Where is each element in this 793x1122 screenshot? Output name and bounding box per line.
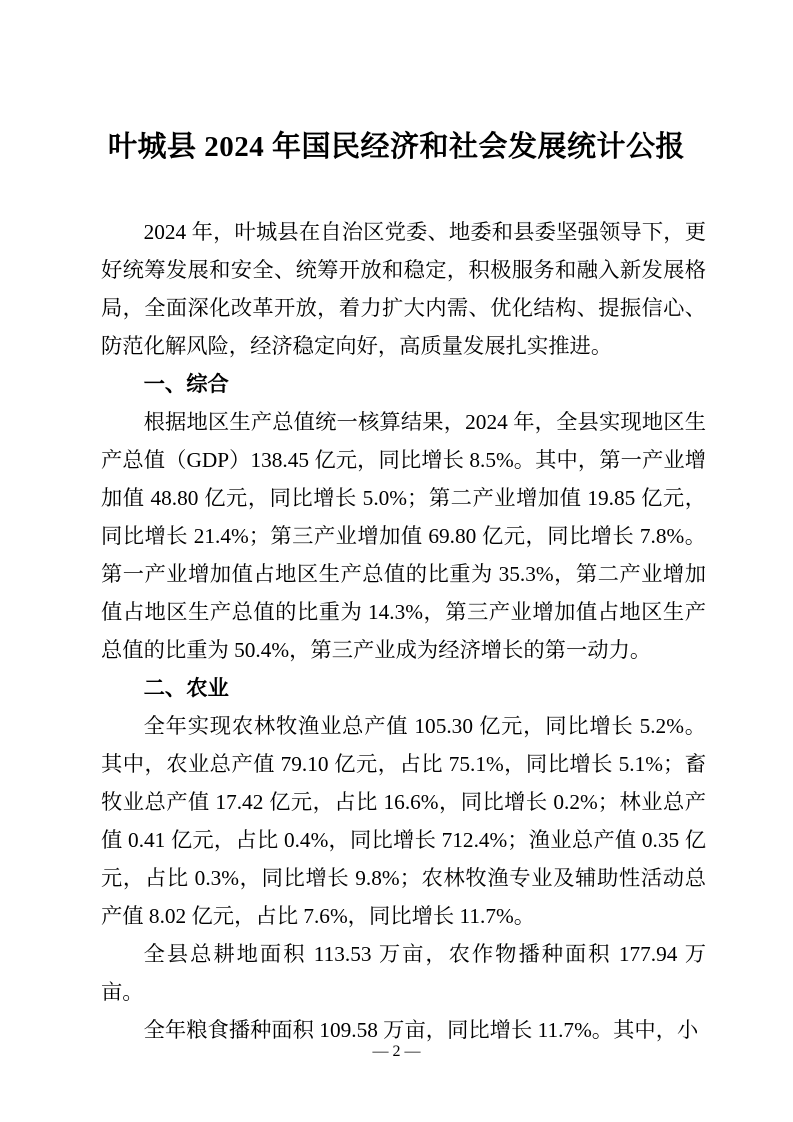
intro-paragraph: 2024 年，叶城县在自治区党委、地委和县委坚强领导下，更好统筹发展和安全、统筹开放和稳定，积极服务和融入新发展格局，全面深化改革开放，着力扩大内需、优化结构、提振信心、防范化解风险，经济稳定向好，高质量发展扎实推进。 <box>101 220 706 358</box>
agriculture-output-paragraph: 全年实现农林牧渔业总产值 105.30 亿元，同比增长 5.2%。其中，农业总产值 79.10 亿元，占比 75.1%，同比增长 5.1%；畜牧业总产值 17.42 亿元，占比 16.6%，同比增长 0.2%；林业总产值 0.41 亿元，占比 0.4%，同比增长 712.4%；渔业总产值 0.35 亿元，占比 0.3%，同比增长 9.8%；农林牧渔专业及辅助性活动总产值 8.02 亿元，占比 7.6%，同比增长 11.7%。 <box>101 714 706 928</box>
document-title: 叶城县 2024 年国民经济和社会发展统计公报 <box>107 131 685 163</box>
section-heading-agriculture: 二、农业 <box>143 676 229 700</box>
page-number: — 2 — <box>372 1043 421 1060</box>
document-body <box>101 213 706 1049</box>
farmland-area-paragraph: 全县总耕地面积 113.53 万亩，农作物播种面积 177.94 万亩。 <box>101 942 706 1004</box>
section-heading-comprehensive: 一、综合 <box>143 372 229 396</box>
gdp-paragraph: 根据地区生产总值统一核算结果，2024 年，全县实现地区生产总值（GDP）138.45 亿元，同比增长 8.5%。其中，第一产业增加值 48.80 亿元，同比增长 5.0%；第二产业增加值 19.85 亿元，同比增长 21.4%；第三产业增加值 69.80 亿元，同比增长 7.8%。第一产业增加值占地区生产总值的比重为 35.3%，第二产业增加值占地区生产总值的比重为 14.3%，第三产业增加值占地区生产总值的比重为 50.4%，第三产业成为经济增长的第一动力。 <box>101 410 706 662</box>
grain-sowing-paragraph: 全年粮食播种面积 109.58 万亩，同比增长 11.7%。其中，小 <box>143 1018 699 1042</box>
